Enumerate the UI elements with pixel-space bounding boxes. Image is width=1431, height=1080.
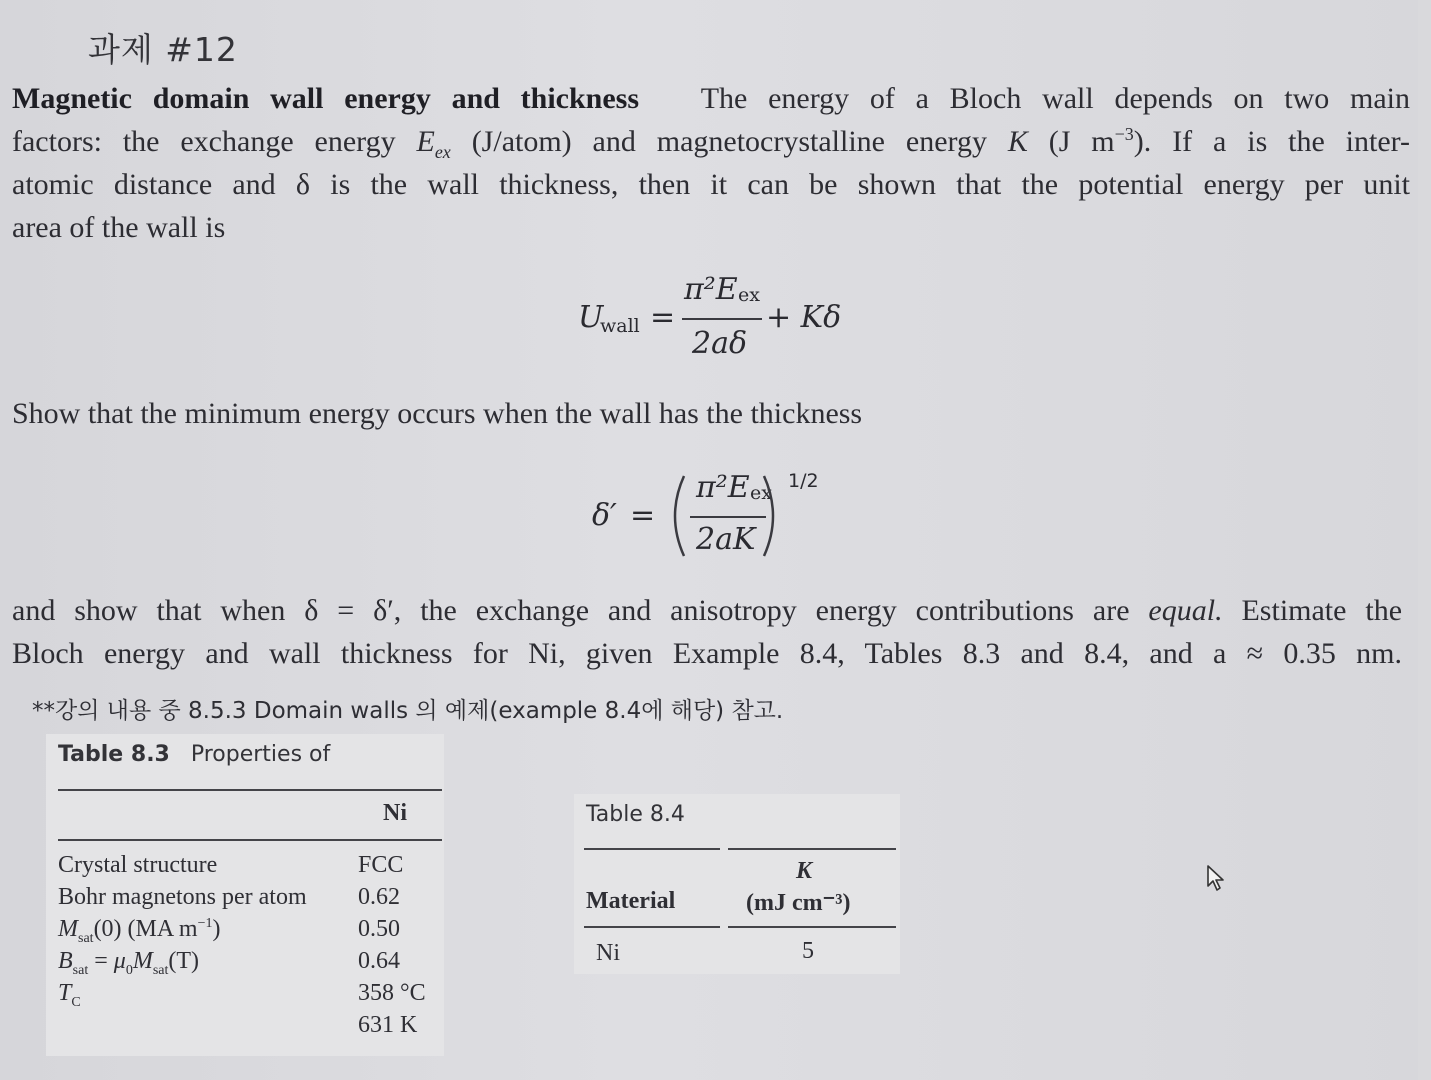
row-crystal-structure-value: FCC — [358, 852, 404, 878]
table-8-3-panel — [46, 734, 444, 1056]
eq2-lhs: δ′ — [592, 498, 617, 533]
table-8-4-top-rule-left — [584, 848, 720, 850]
eq2-numerator: π²E — [696, 470, 750, 505]
table-8-3-caption-text: Properties of — [190, 742, 331, 767]
final-line-2: Bloch energy and wall thickness for Ni, given Example 8.4, Tables 8.3 and 8.4, and a ≈ 0.35 nm. — [12, 637, 1402, 670]
table-8-4-header-rule-left — [584, 926, 720, 928]
eq2-denominator: 2aK — [696, 522, 756, 557]
row-bohr-magnetons-label: Bohr magnetons per atom — [58, 884, 307, 910]
table-8-3-col-header: Ni — [383, 800, 407, 826]
mouse-cursor-icon — [1206, 864, 1228, 892]
table-8-4-panel — [574, 794, 900, 974]
row-msat-value: 0.50 — [358, 916, 400, 942]
problem-line-3: atomic distance and δ is the wall thickness, then it can be shown that the potential energy per unit — [12, 168, 1410, 201]
lecture-note: **강의 내용 중 8.5.3 Domain walls 의 예제(example 8.4에 해당) 참고. — [32, 698, 784, 724]
table-8-3-label: Table 8.3 — [58, 742, 170, 767]
table-8-3-header-rule — [58, 839, 442, 841]
eq2-numerator-sub: ex — [750, 482, 772, 504]
problem-line-4: area of the wall is — [12, 211, 226, 244]
problem-line-1 — [12, 77, 1410, 120]
problem-heading: Magnetic domain wall energy and thickness — [12, 82, 640, 115]
row-tc-value-celsius: 358 °C — [358, 980, 426, 1006]
problem-paragraph — [12, 77, 1410, 249]
eq1-lhs-sub: wall — [600, 315, 640, 337]
row-bsat-label: $B_{sat} = \mu_0M_{sat}(T)$ — [58, 948, 200, 978]
row-bohr-magnetons-value: 0.62 — [358, 884, 400, 910]
table-8-4-header-rule-right — [728, 926, 896, 928]
intro-line-3: (J/atom) and magnetocrystalline energy — [471, 125, 987, 158]
table-8-4-row-material: Ni — [596, 940, 620, 966]
final-line-1-tail: Estimate the — [1241, 594, 1403, 627]
row-msat-label: $M_{sat}(0)$ (MA $m^{-1}$) — [58, 916, 221, 946]
intro-line-1: The energy of a Bloch wall depends on two main — [700, 82, 1410, 115]
eq2-right-paren — [760, 474, 784, 558]
eq1-lhs: U — [578, 300, 604, 335]
eq1-denominator: 2aδ — [692, 326, 748, 361]
eq2-left-paren — [664, 474, 688, 558]
table-8-4-caption: Table 8.4 — [586, 802, 685, 827]
final-italic-word: equal. — [1148, 594, 1223, 627]
intro-line-2: factors: the exchange energy — [12, 125, 396, 158]
row-bsat-value: 0.64 — [358, 948, 400, 974]
assignment-title: 과제 #12 — [88, 30, 238, 69]
intro-line-4: If a is the inter- — [1172, 125, 1411, 158]
row-crystal-structure-label: Crystal structure — [58, 852, 218, 878]
exchange-energy-symbol: $E_{ex}$ — [416, 125, 451, 162]
eq2-fraction-bar — [690, 516, 766, 518]
table-8-3-top-rule — [58, 789, 442, 791]
table-8-4-header-k: K — [796, 858, 813, 884]
final-line-1-text: and show that when δ = δ′, the exchange and anisotropy energy contributions are — [12, 594, 1130, 627]
eq1-numerator-sub: ex — [738, 284, 760, 306]
eq1-fraction-bar — [682, 318, 762, 320]
table-8-4-header-k-unit: (mJ cm⁻³) — [746, 890, 851, 916]
anisotropy-symbol: K (J $m^{-3}$). — [1007, 124, 1152, 158]
eq1-numerator: π²E — [684, 272, 738, 307]
eq1-equals: = — [650, 300, 676, 335]
final-line-1 — [12, 589, 1402, 632]
final-paragraph — [12, 589, 1402, 675]
row-tc-label: $T_C$ — [58, 980, 81, 1010]
table-8-4-top-rule-right — [728, 848, 896, 850]
eq2-equals: = — [630, 498, 656, 533]
table-8-4-row-value: 5 — [802, 938, 814, 964]
row-tc-value-kelvin: 631 K — [358, 1012, 418, 1038]
eq1-tail: + Kδ — [766, 300, 842, 335]
show-line: Show that the minimum energy occurs when the wall has the thickness — [12, 397, 863, 430]
problem-line-2 — [12, 120, 1410, 163]
table-8-4-header-material: Material — [586, 888, 676, 914]
eq2-exponent: 1/2 — [788, 470, 819, 492]
table-8-3-caption — [58, 742, 330, 767]
